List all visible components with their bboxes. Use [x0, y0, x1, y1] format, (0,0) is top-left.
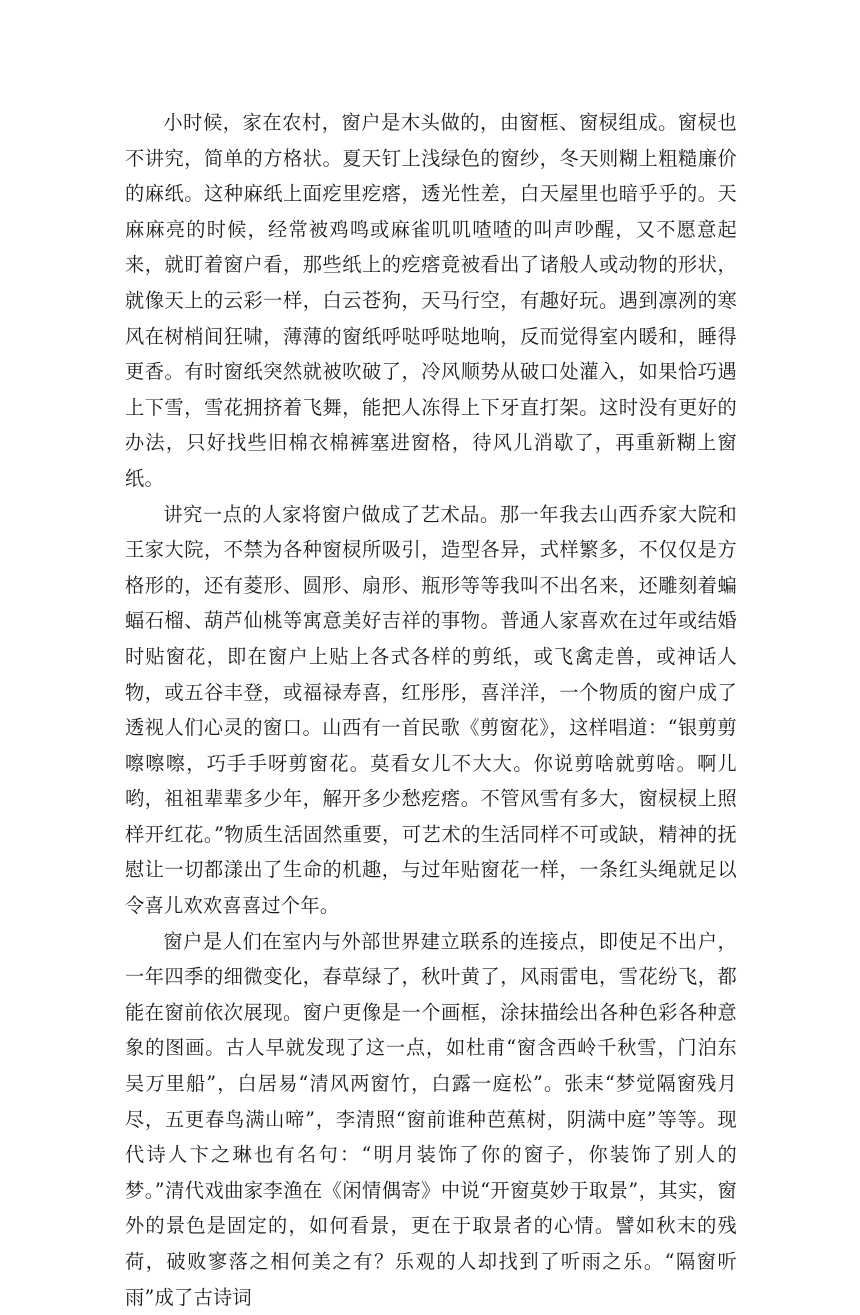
- paragraph-window-frame: 窗户是人们在室内与外部世界建立联系的连接点，即使足不出户，一年四季的细微变化，春草绿了，秋叶黄了，风雨雷电，雪花纷飞，都能在窗前依次展现。窗户更像是一个画框，涂抹描绘出各种色彩各种意象的图画。古人早就发现了这一点，如杜甫“窗含西岭千秋雪，门泊东吴万里船”，白居易“清风两窗竹，白露一庭松”。张耒“梦觉隔窗残月尽，五更春鸟满山啼”，李清照“窗前谁种芭蕉树，阴满中庭”等等。现代诗人卞之琳也有名句：“明月装饰了你的窗子，你装饰了别人的梦。”清代戏曲家李渔在《闲情偶寄》中说“开窗莫妙于取景”，其实，窗外的景色是固定的，如何看景，更在于取景者的心情。譬如秋末的残荷，破败寥落之相何美之有？乐观的人却找到了听雨之乐。“隔窗听雨”成了古诗词: [125, 929, 737, 1309]
- article-body: [125, 105, 737, 1315]
- paragraph-childhood-window: 小时候，家在农村，窗户是木头做的，由窗框、窗棂组成。窗棂也不讲究，简单的方格状。夏天钉上浅绿色的窗纱，冬天则糊上粗糙廉价的麻纸。这种麻纸上面疙里疙瘩，透光性差，白天屋里也暗乎乎的。天麻麻亮的时候，经常被鸡鸣或麻雀叽叽喳喳的叫声吵醒，又不愿意起来，就盯着窗户看，那些纸上的疙瘩竟被看出了诸般人或动物的形状，就像天上的云彩一样，白云苍狗，天马行空，有趣好玩。遇到凛冽的寒风在树梢间狂啸，薄薄的窗纸呼哒呼哒地响，反而觉得室内暖和，睡得更香。有时窗纸突然就被吹破了，冷风顺势从破口处灌入，如果恰巧遇上下雪，雪花拥挤着飞舞，能把人冻得上下牙直打架。这时没有更好的办法，只好找些旧棉衣棉裤塞进窗格，待风儿消歇了，再重新糊上窗纸。: [125, 111, 737, 490]
- paragraph-artistic-window: 讲究一点的人家将窗户做成了艺术品。那一年我去山西乔家大院和王家大院，不禁为各种窗棂所吸引，造型各异，式样繁多，不仅仅是方格形的，还有菱形、圆形、扇形、瓶形等等我叫不出名来，还雕刻着蝙蝠石榴、葫芦仙桃等寓意美好吉祥的事物。普通人家喜欢在过年或结婚时贴窗花，即在窗户上贴上各式各样的剪纸，或飞禽走兽，或神话人物，或五谷丰登，或福禄寿喜，红彤彤，喜洋洋，一个物质的窗户成了透视人们心灵的窗口。山西有一首民歌《剪窗花》，这样唱道：“银剪剪嚓嚓嚓，巧手手呀剪窗花。莫看女儿不大大。你说剪啥就剪啥。啊儿哟，祖祖辈辈多少年，解开多少愁疙瘩。不管风雪有多大，窗棂棂上照样开红花。”物质生活固然重要，可艺术的生活同样不可或缺，精神的抚慰让一切都漾出了生命的机趣，与过年贴窗花一样，一条红头绳就足以令喜儿欢欢喜喜过个年。: [125, 502, 737, 918]
